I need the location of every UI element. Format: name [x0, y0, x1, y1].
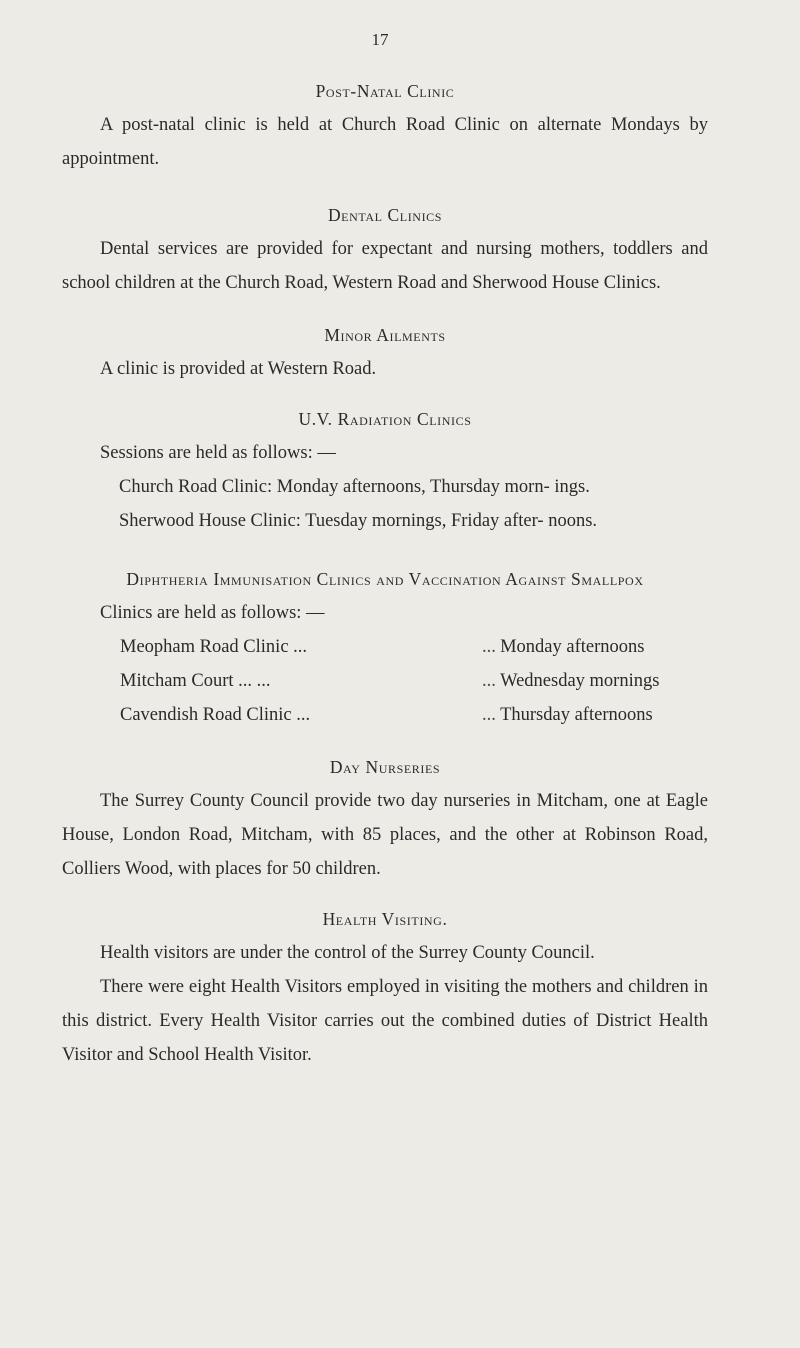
- uv-intro: Sessions are held as follows: —: [100, 443, 336, 463]
- leader-dots: ...: [482, 671, 496, 691]
- clinic-place: Mitcham Court ... ...: [120, 671, 271, 691]
- clinic-time: Monday afternoons: [500, 637, 645, 657]
- dental-text: Dental services are provided for expectant and nursing mothers, toddlers and school children at the Church Road, Western Road and Sherwood House Clinics.: [62, 239, 708, 293]
- health-visiting-text-1: Health visitors are under the control of the Surrey County Council.: [100, 943, 595, 963]
- diphtheria-intro: Clinics are held as follows: —: [100, 603, 325, 623]
- heading-dental-clinics: Dental Clinics: [327, 205, 443, 225]
- heading-post-natal: Post-Natal Clinic: [315, 81, 455, 101]
- uv-session-sherwood-house: Sherwood House Clinic: Tuesday mornings, Friday after- noons.: [119, 511, 598, 531]
- leader-dots: ...: [482, 637, 496, 657]
- leader-dots: ...: [482, 705, 496, 725]
- heading-day-nurseries: Day Nurseries: [329, 757, 441, 777]
- post-natal-text: A post-natal clinic is held at Church Road Clinic on alternate Mondays by appointment.: [62, 115, 708, 169]
- table-row: [120, 664, 708, 698]
- clinic-place: Cavendish Road Clinic ...: [120, 705, 311, 725]
- table-row: [120, 698, 708, 732]
- heading-health-visiting: Health Visiting.: [322, 909, 448, 929]
- clinic-schedule-table: [120, 630, 708, 732]
- minor-ailments-text: A clinic is provided at Western Road.: [100, 359, 377, 379]
- day-nurseries-text: The Surrey County Council provide two day nurseries in Mitcham, one at Eagle House, London Road, Mitcham, with 85 places, and the other at Robinson Road, Colliers Wood, with places for 50 children.: [62, 791, 708, 879]
- page-content: [62, 74, 708, 1072]
- heading-diphtheria-vaccination: Diphtheria Immunisation Clinics and Vaccination Against Smallpox: [126, 569, 644, 589]
- page-number: 17: [371, 30, 389, 49]
- health-visiting-text-2: There were eight Health Visitors employed in visiting the mothers and children in this district. Every Health Visitor carries out the combined duties of District Health Visitor and School Health Visitor.: [62, 977, 708, 1065]
- clinic-time: Thursday afternoons: [500, 705, 653, 725]
- clinic-time: Wednesday mornings: [500, 671, 660, 691]
- clinic-place: Meopham Road Clinic ...: [120, 637, 308, 657]
- uv-session-church-road: Church Road Clinic: Monday afternoons, Thursday morn- ings.: [119, 477, 590, 497]
- heading-uv-radiation: U.V. Radiation Clinics: [298, 409, 472, 429]
- table-row: [120, 630, 708, 664]
- heading-minor-ailments: Minor Ailments: [324, 325, 446, 345]
